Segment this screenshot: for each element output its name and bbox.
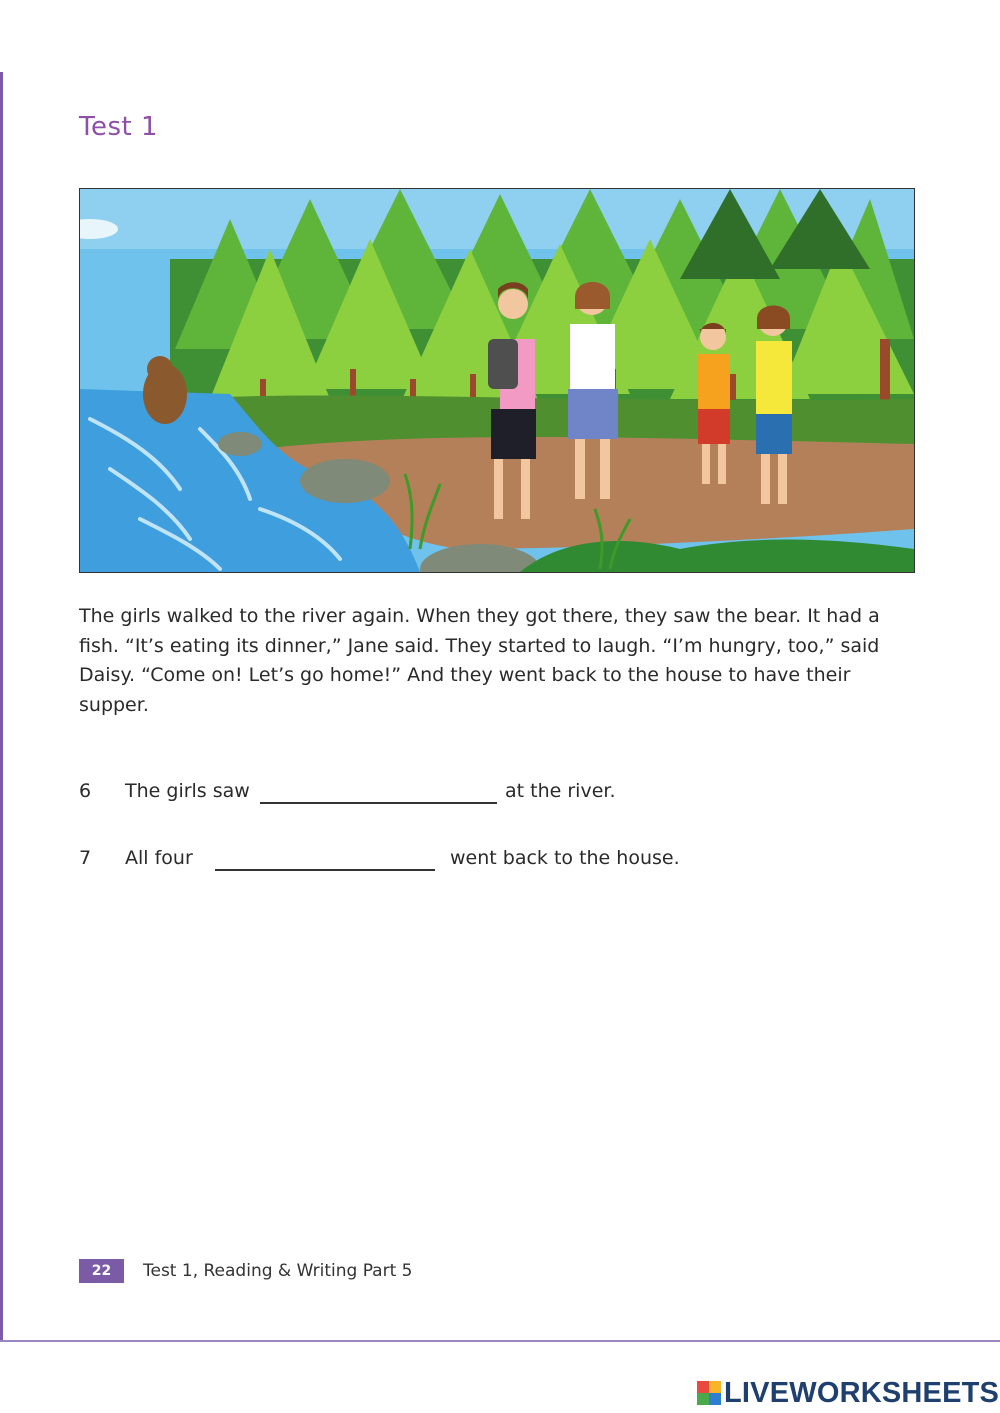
- page-title: Test 1: [79, 112, 159, 142]
- question-text-before: All four: [125, 847, 193, 869]
- question-number: 7: [79, 847, 92, 869]
- liveworksheets-logo-icon: [697, 1381, 721, 1405]
- question-text-after: at the river.: [505, 780, 616, 802]
- answer-blank-6[interactable]: [260, 802, 497, 804]
- question-text-after: went back to the house.: [450, 847, 680, 869]
- answer-blank-7[interactable]: [215, 869, 435, 871]
- left-margin-rule: [0, 72, 3, 1342]
- liveworksheets-brand[interactable]: [697, 1375, 999, 1411]
- brand-name: LIVEWORKSHEETS: [724, 1376, 1000, 1409]
- question-text-before: The girls saw: [125, 780, 250, 802]
- bottom-rule: [0, 1340, 1000, 1342]
- footer-label: Test 1, Reading & Writing Part 5: [143, 1261, 413, 1281]
- story-illustration: [79, 188, 915, 573]
- page-number-badge: 22: [79, 1259, 124, 1283]
- story-passage: The girls walked to the river again. When they got there, they saw the bear. It had a fish. “It’s eating its dinner,” Jane said. They started to laugh. “I’m hungry, too,” said Daisy. “Come on! Let’s go home!” And they went back to the house to have their supper.: [79, 605, 880, 716]
- question-number: 6: [79, 780, 92, 802]
